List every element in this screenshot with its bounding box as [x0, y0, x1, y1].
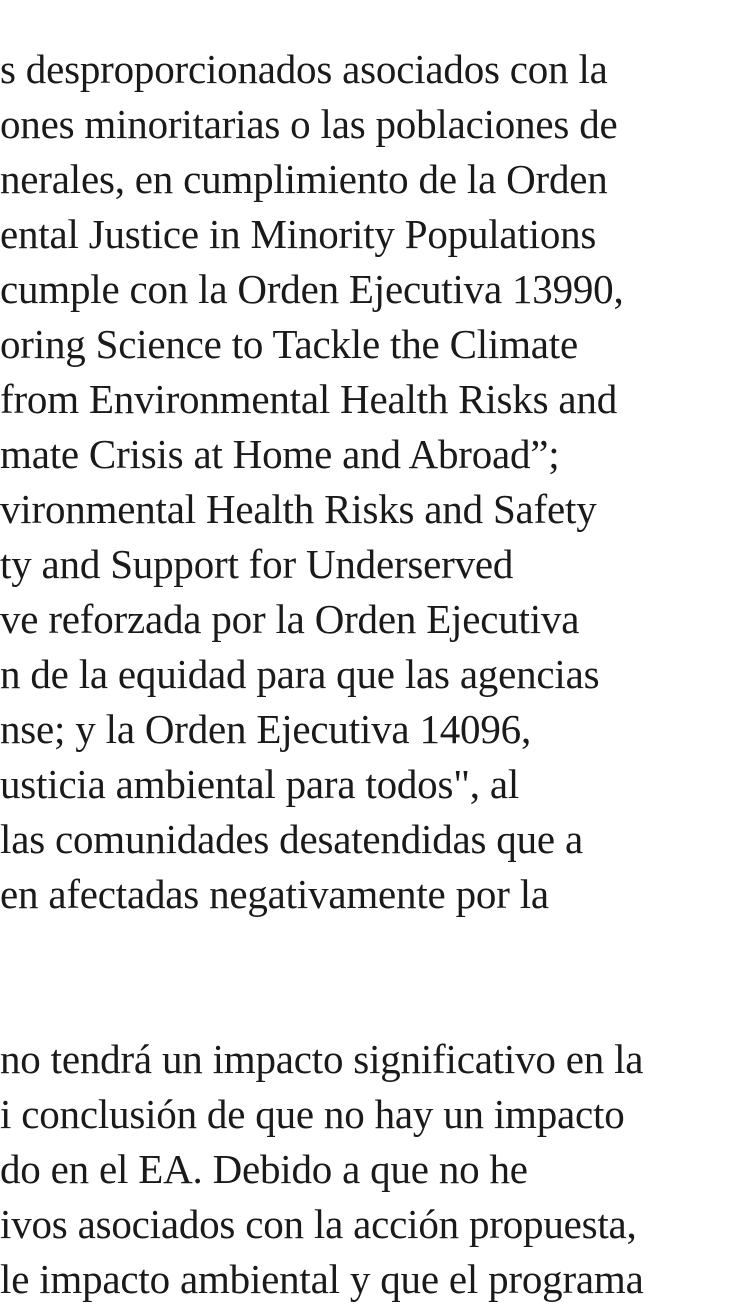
text-line: n de la equidad para que las agencias: [0, 651, 600, 697]
text-line: no tendrá un impacto significativo en la: [0, 1036, 644, 1082]
text-line: nse; y la Orden Ejecutiva 14096,: [0, 706, 532, 752]
text-line: s desproporcionados asociados con la: [0, 46, 608, 92]
text-line: ivos asociados con la acción propuesta,: [0, 1201, 637, 1247]
text-line: ty and Support for Underserved: [0, 541, 514, 587]
text-line: do en el EA. Debido a que no he: [0, 1146, 528, 1192]
text-line: nerales, en cumplimiento de la Orden: [0, 156, 608, 202]
text-line: en afectadas negativamente por la: [0, 871, 549, 917]
text-line: cumple con la Orden Ejecutiva 13990,: [0, 266, 624, 312]
text-line: oring Science to Tackle the Climate: [0, 321, 578, 367]
text-line: ve reforzada por la Orden Ejecutiva: [0, 596, 580, 642]
text-line: usticia ambiental para todos", al: [0, 761, 520, 807]
text-line: i conclusión de que no hay un impacto: [0, 1091, 625, 1137]
text-line: ones minoritarias o las poblaciones de: [0, 101, 618, 147]
text-line: from Environmental Health Risks and: [0, 376, 617, 422]
text-line: le impacto ambiental y que el programa: [0, 1256, 644, 1302]
text-line: ental Justice in Minority Populations: [0, 211, 597, 257]
text-line: mate Crisis at Home and Abroad”;: [0, 431, 560, 477]
text-line: vironmental Health Risks and Safety: [0, 486, 597, 532]
text-line: las comunidades desatendidas que a: [0, 816, 583, 862]
